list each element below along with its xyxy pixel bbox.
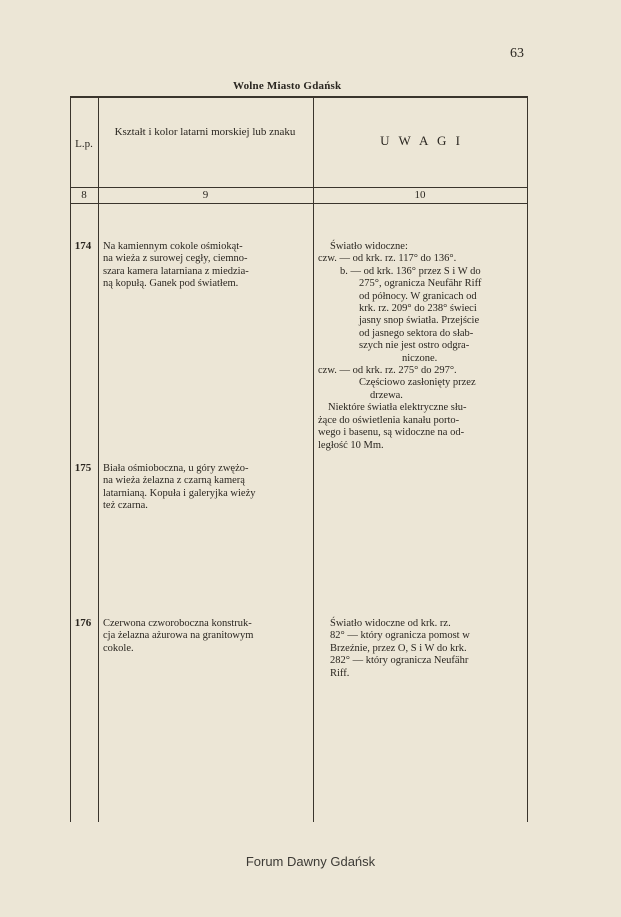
description-line: na wieża z surowej cegły, ciemno- <box>103 253 248 265</box>
notes-line: szych nie jest ostro odgra- <box>359 340 470 352</box>
description-line: cja żelazna ażurowa na granitowym <box>103 630 254 642</box>
notes-line: 275°, ogranicza Neufähr Riff <box>359 278 482 290</box>
watermark-footer: Forum Dawny Gdańsk <box>245 854 376 869</box>
shape-column-rule <box>313 96 314 822</box>
table-right-rule <box>527 96 528 822</box>
notes-line: Światło widoczne od krk. rz. <box>330 618 451 629</box>
notes-line: ległość 10 Mm. <box>318 439 384 451</box>
notes-line: od północy. W granicach od <box>359 290 477 302</box>
notes-line: wego i basenu, są widoczne na od- <box>318 427 465 439</box>
page-number: 63 <box>510 46 524 61</box>
entry-description <box>103 463 308 513</box>
notes-line: Niektóre światła elektryczne słu- <box>328 402 467 414</box>
document-title: Wolne Miasto Gdańsk <box>233 80 342 92</box>
notes-line: 282° — który ogranicza Neufähr <box>330 655 469 667</box>
column-number-9: 9 <box>202 189 209 201</box>
description-line: na wieża żelazna z czarną kamerą <box>103 475 245 487</box>
table-top-rule <box>70 96 528 98</box>
notes-line: jasny snop światła. Przejście <box>359 315 480 327</box>
entry-notes <box>318 241 522 452</box>
entry-number: 176 <box>74 617 92 629</box>
notes-line: b. — od krk. 136° przez S i W do <box>340 265 481 277</box>
notes-line: krk. rz. 209° do 238° świeci <box>359 303 477 315</box>
column-number-8: 8 <box>81 189 87 201</box>
header-shape-color: Kształt i kolor latarni morskiej lub znaku <box>114 126 296 138</box>
description-line: Na kamiennym cokole ośmiokąt- <box>103 241 243 252</box>
column-number-10: 10 <box>414 189 426 201</box>
column-number-bottom-rule <box>70 203 528 204</box>
notes-line: żące do oświetlenia kanału porto- <box>318 414 460 426</box>
description-line: też czarna. <box>103 500 148 512</box>
description-line: latarnianą. Kopuła i galeryjka wieży <box>103 487 256 499</box>
description-line: cokole. <box>103 642 134 654</box>
description-line: ną kopułą. Ganek pod światłem. <box>103 278 239 290</box>
notes-line: od jasnego sektora do słab- <box>359 327 474 339</box>
notes-line: 82° — który ogranicza pomost w <box>330 630 470 642</box>
notes-line: Brzeźnie, przez O, S i W do krk. <box>330 642 467 654</box>
notes-line: Riff. <box>330 667 350 679</box>
notes-line: drzewa. <box>370 389 403 401</box>
description-line: Czerwona czworoboczna konstruk- <box>103 618 252 629</box>
notes-line: czw. — od krk. rz. 117° do 136°. <box>318 253 457 265</box>
entry-description <box>103 241 308 291</box>
header-lp: L.p. <box>75 138 93 150</box>
description-line: szara kamera latarniana z miedzia- <box>103 265 249 277</box>
description-line: Biała ośmioboczna, u góry zwężo- <box>103 463 249 474</box>
notes-line: niczone. <box>402 352 438 364</box>
notes-line: Częściowo zasłonięty przez <box>359 377 476 389</box>
entry-number: 175 <box>74 462 92 474</box>
notes-line: Światło widoczne: <box>330 241 408 252</box>
entry-description <box>103 618 308 655</box>
notes-line: czw. — od krk. rz. 275° do 297°. <box>318 365 457 377</box>
entry-notes <box>318 618 522 680</box>
lp-column-rule <box>98 96 99 822</box>
header-notes: U W A G I <box>380 133 460 148</box>
table-left-rule <box>70 96 71 822</box>
header-bottom-rule <box>70 187 528 188</box>
entry-number: 174 <box>74 240 92 252</box>
